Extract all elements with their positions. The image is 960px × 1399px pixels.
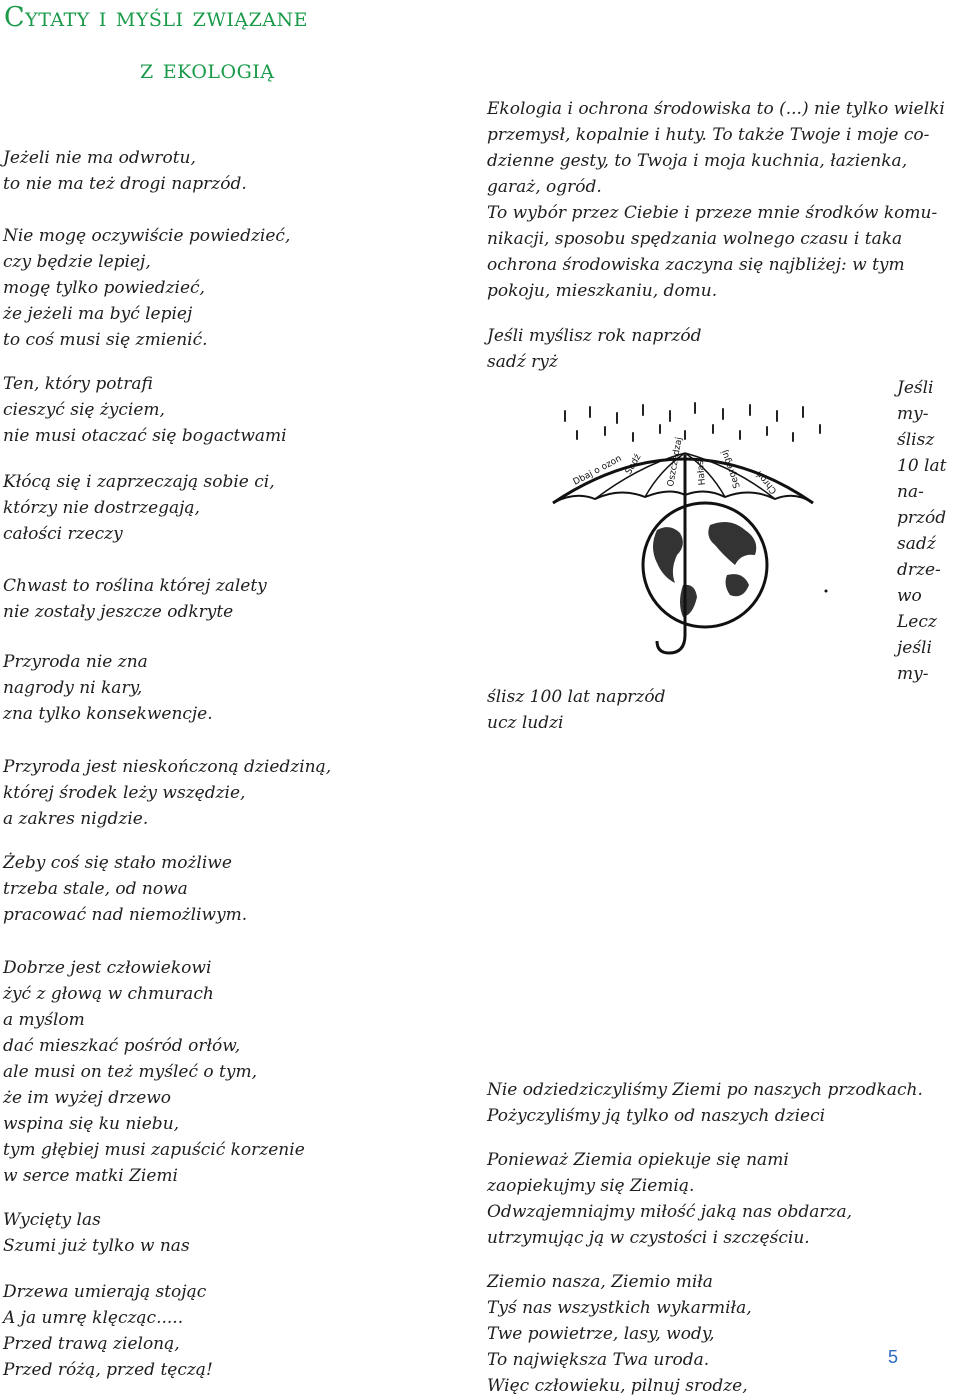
panel-label-save: Oszczędzaj: [666, 436, 685, 488]
panel-label-plant: Sadź: [623, 452, 644, 477]
proverb-side-column: Jeśli my- ślisz 10 lat na- przód sadź drze- wo Lecz jeśli my-: [897, 378, 947, 684]
quote-inherit-earth: Nie odziedziczyliśmy Ziemi po naszych przodkach. Pożyczyliśmy ją tylko od naszych dzieci: [487, 1080, 923, 1126]
panel-label-protect: Chroń: [754, 468, 780, 496]
quote-impossible: Żeby coś się stało możliwe trzeba stale, od nowa pracować nad niemożliwym.: [3, 853, 248, 925]
proverb-bottom: ślisz 100 lat naprzód ucz ludzi: [487, 687, 666, 733]
quote-must-change: Nie mogę oczywiście powiedzieć, czy będzie lepiej, mogę tylko powiedzieć, że jeżeli ma być lepiej to coś musi się zmienić.: [3, 226, 291, 350]
rain-drops: [565, 403, 820, 441]
page-title-line1: Cytaty i myśli związane: [4, 2, 308, 33]
quote-trees-die-standing: Drzewa umierają stojąc A ja umrę klęcząc..... Przed trawą zieloną, Przed różą, przed tęczą!: [3, 1282, 213, 1380]
quote-enjoy-life: Ten, który potrafi cieszyć się życiem, nie musi otaczać się bogactwami: [3, 374, 287, 446]
poem-earth: Ziemio nasza, Ziemio miła Tyś nas wszystkich wykarmiła, Twe powietrze, lasy, wody, To największa Twa uroda. Więc człowieku, pilnuj srodze,: [487, 1272, 752, 1396]
panel-label-noise: Hałas: [695, 459, 708, 486]
umbrella-canopy: [553, 459, 813, 503]
quote-head-in-clouds: Dobrze jest człowiekowi żyć z głową w chmurach a myślom dać mieszkać pośród orłów, ale musi on też myśleć o tym, że im wyżej drzewo wspina się ku niebu, tym głębiej musi zapuścić korzenie w serce matki Ziemi: [3, 958, 305, 1186]
page-number: 5: [888, 1347, 899, 1367]
quote-infinite-domain: Przyroda jest nieskończoną dziedziną, której środek leży wszędzie, a zakres nigdzie.: [3, 757, 332, 829]
umbrella-over-earth-icon: [545, 395, 835, 665]
quote-nature-consequences: Przyroda nie zna nagrody ni kary, zna tylko konsekwencje.: [3, 652, 213, 724]
quote-weed: Chwast to roślina której zalety nie zostały jeszcze odkryte: [3, 576, 267, 622]
panel-label-segregate: Segreguj: [719, 448, 743, 490]
panel-label-ozone: Dbaj o ozon: [571, 453, 624, 488]
page-title-line2: z ekologią: [140, 54, 275, 85]
quote-care-for-earth: Ponieważ Ziemia opiekuje się nami zaopiekujmy się Ziemią. Odwzajemniajmy miłość jaką nas obdarza, utrzymując ją w czystości i szczęściu.: [487, 1150, 853, 1248]
ecology-paragraph: Ekologia i ochrona środowiska to (...) nie tylko wielki przemysł, kopalnie i huty. To także Twoje i moje co- dzienne gesty, to Twoja i moja kuchnia, łazienka, garaż, ogród. To wybór przez Ciebie i przeze mnie środków komu- nikacji, sposobu spędzania wolnego czasu i taka ochrona środowiska zaczyna się najbliżej: w tym pokoju, mieszkaniu, domu.: [487, 99, 945, 301]
proverb-rice: Jeśli myślisz rok naprzód sadź ryż: [487, 326, 702, 372]
quote-no-return: Jeżeli nie ma odwrotu, to nie ma też drogi naprzód.: [3, 148, 247, 194]
quote-wholeness: Kłócą się i zaprzeczają sobie ci, którzy nie dostrzegają, całości rzeczy: [3, 472, 275, 544]
umbrella-panel-labels: [572, 436, 780, 495]
quote-cut-forest: Wycięty las Szumi już tylko w nas: [3, 1210, 190, 1256]
